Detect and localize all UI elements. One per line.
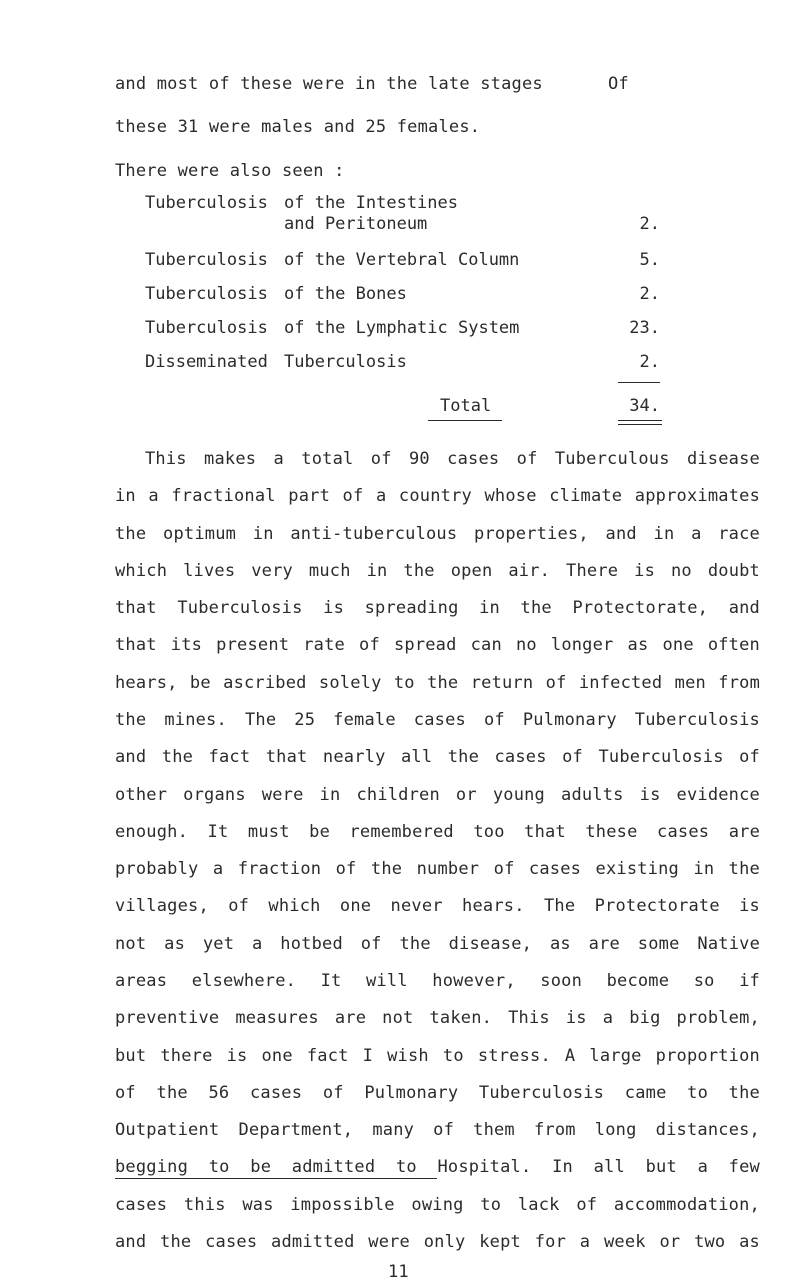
body-line: villages, of which one never hears. The Protectorate is [115, 896, 760, 916]
condition-count: 2. [639, 214, 660, 234]
body-line: preventive measures are not taken. This is a big problem, [115, 1008, 760, 1028]
body-line: areas elsewhere. It will however, soon become so if [115, 971, 760, 991]
underline-begging-admitted [115, 1178, 437, 1179]
intro-line-1: and most of these were in the late stages [115, 74, 543, 94]
body-line: begging to be admitted to Hospital. In all but a few [115, 1157, 760, 1177]
condition-count: 23. [629, 318, 660, 338]
condition-desc-cont: and Peritoneum [284, 214, 428, 234]
intro-line-2: these 31 were males and 25 females. [115, 117, 481, 137]
condition-count: 2. [639, 352, 660, 372]
body-line: and the fact that nearly all the cases of Tuberculosis of [115, 747, 760, 767]
total-label: Total [440, 396, 492, 416]
intro-line-1-tail: Of [608, 74, 629, 94]
total-top-rule [618, 382, 660, 383]
page-number: 11 [388, 1262, 409, 1282]
total-double-rule-2 [618, 424, 662, 425]
condition-label: Tuberculosis [145, 250, 268, 270]
body-line: in a fractional part of a country whose climate approximates [115, 486, 760, 506]
body-line: enough. It must be remembered too that these cases are [115, 822, 760, 842]
body-line: probably a fraction of the number of cases existing in the [115, 859, 760, 879]
body-line: Outpatient Department, many of them from long distances, [115, 1120, 760, 1140]
condition-label: Tuberculosis [145, 284, 268, 304]
condition-desc: of the Bones [284, 284, 407, 304]
body-line: not as yet a hotbed of the disease, as are some Native [115, 934, 760, 954]
condition-count: 5. [639, 250, 660, 270]
intro-line-3: There were also seen : [115, 161, 345, 181]
condition-label: Tuberculosis [145, 193, 268, 213]
body-line: and the cases admitted were only kept for a week or two as [115, 1232, 760, 1252]
total-count: 34. [629, 396, 660, 416]
body-line: but there is one fact I wish to stress. A large proportion [115, 1046, 760, 1066]
body-line: that Tuberculosis is spreading in the Protectorate, and [115, 598, 760, 618]
body-line: of the 56 cases of Pulmonary Tuberculosis came to the [115, 1083, 760, 1103]
condition-desc: of the Vertebral Column [284, 250, 520, 270]
body-line: This makes a total of 90 cases of Tuberculous disease [145, 449, 760, 469]
body-line: the mines. The 25 female cases of Pulmonary Tuberculosis [115, 710, 760, 730]
body-line: hears, be ascribed solely to the return of infected men from [115, 673, 760, 693]
condition-label: Disseminated [145, 352, 268, 372]
body-line: other organs were in children or young adults is evidence [115, 785, 760, 805]
body-line: cases this was impossible owing to lack of accommodation, [115, 1195, 760, 1215]
condition-count: 2. [639, 284, 660, 304]
condition-label: Tuberculosis [145, 318, 268, 338]
body-line: that its present rate of spread can no longer as one often [115, 635, 760, 655]
condition-desc: Tuberculosis [284, 352, 407, 372]
condition-desc: of the Intestines [284, 193, 458, 213]
total-label-underline [428, 420, 502, 421]
condition-desc: of the Lymphatic System [284, 318, 520, 338]
total-double-rule-1 [618, 420, 662, 421]
body-line: the optimum in anti-tuberculous properties, and in a race [115, 524, 760, 544]
body-line: which lives very much in the open air. There is no doubt [115, 561, 760, 581]
